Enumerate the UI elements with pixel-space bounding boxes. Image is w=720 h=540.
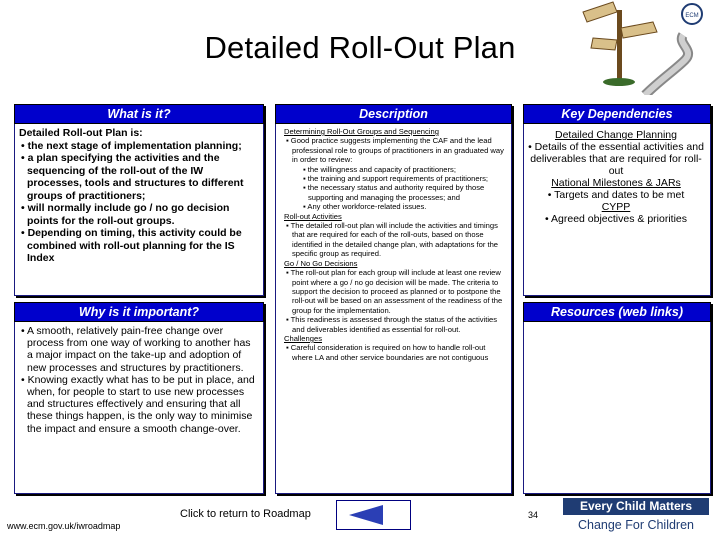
ecm-badge-text: ECM	[685, 13, 699, 19]
description-section-title: Determining Roll-Out Groups and Sequencing	[284, 127, 439, 136]
return-to-roadmap-button[interactable]	[336, 500, 411, 530]
description-section-title: Challenges	[284, 333, 322, 343]
key-dependencies-heading: Key Dependencies	[523, 104, 711, 124]
detailed-change-planning-link[interactable]: Detailed Change Planning	[554, 129, 677, 141]
what-is-it-heading: What is it?	[14, 104, 264, 124]
national-milestones-link[interactable]: National Milestones & JARs	[551, 177, 681, 189]
ecm-logo-bottom: Change For Children	[563, 516, 709, 534]
resources-panel	[523, 302, 711, 494]
ecm-logo	[563, 498, 709, 534]
return-to-roadmap-link[interactable]: Click to return to Roadmap	[180, 508, 311, 520]
resources-heading[interactable]: Resources (web links)	[523, 302, 711, 322]
footer-url: www.ecm.gov.uk/iwroadmap	[7, 521, 121, 531]
page-title: Detailed Roll-Out Plan	[204, 30, 516, 65]
description-section-title: Go / No Go Decisions	[284, 258, 358, 268]
ecm-logo-top: Every Child Matters	[563, 498, 709, 515]
why-important-heading: Why is it important?	[14, 302, 264, 322]
description-text: Determining Roll-Out Groups and Sequencing ▪ Good practice suggests implementing the CAF and the lead professional role to groups of practitioners in an graduated way in order to review: ▪ the willingness and capacity of practitioners; ▪ the training and support requirements of practitioners; ▪ the necessary status and authority required by those supporting and managing the processes; and ▪ Any other workforce-related issues. Roll-out Activities ▪ The detailed roll-out plan will include the activities and timings that are required for each of the roll-outs, based on those identified in the detailed change plan, with adaptations for the specific group as required. Go / No Go Decisions ▪ The roll-out plan for each group will include at least one review point where a go / no go decision will be made. The criteria to support the decision to proceed as planned or to postpone the roll-out will be based on an assessment of the readiness of the group for the implementation. ▪ This readiness is assessed through the status of the activities and deliverables identified as essential for roll-out. Challenges ▪ Careful consideration is required on how to handle roll-out where LA and other service boundaries are not contiguous	[284, 127, 506, 362]
why-important-text: • A smooth, relatively pain-free change over process from one way of working to another has a major impact on the take-up and adoption of new processes and structures by practitioners. • Knowing exactly what has to be put in place, and when, for people to start to use new processes and structures effectively and ensuring that all these things happen, is the only way to minimise the impact and ensure a smooth change-over.	[21, 325, 255, 435]
what-is-it-text: Detailed Roll-out Plan is: • the next stage of implementation planning; • a plan specifying the activities and the sequencing of the roll-out of the IW processes, tools and structures to different groups of practitioners; • will normally include go / no go decision points for the roll-out groups. • Depending on timing, this activity could be combined with roll-out planning for the IS Index	[19, 127, 244, 264]
description-section-title: Roll-out Activities	[284, 211, 342, 221]
arrow-left-icon	[337, 501, 410, 529]
cypp-link[interactable]: CYPP	[601, 201, 631, 213]
key-dependencies-text: Detailed Change Planning • Details of the essential activities and deliverables that are required for roll-out National Milestones & JARs • Targets and dates to be met CYPP • Agreed objectives & priorities	[526, 129, 706, 225]
signpost-road-logo	[565, 0, 715, 95]
description-heading: Description	[275, 104, 512, 124]
page-number: 34	[528, 510, 539, 520]
